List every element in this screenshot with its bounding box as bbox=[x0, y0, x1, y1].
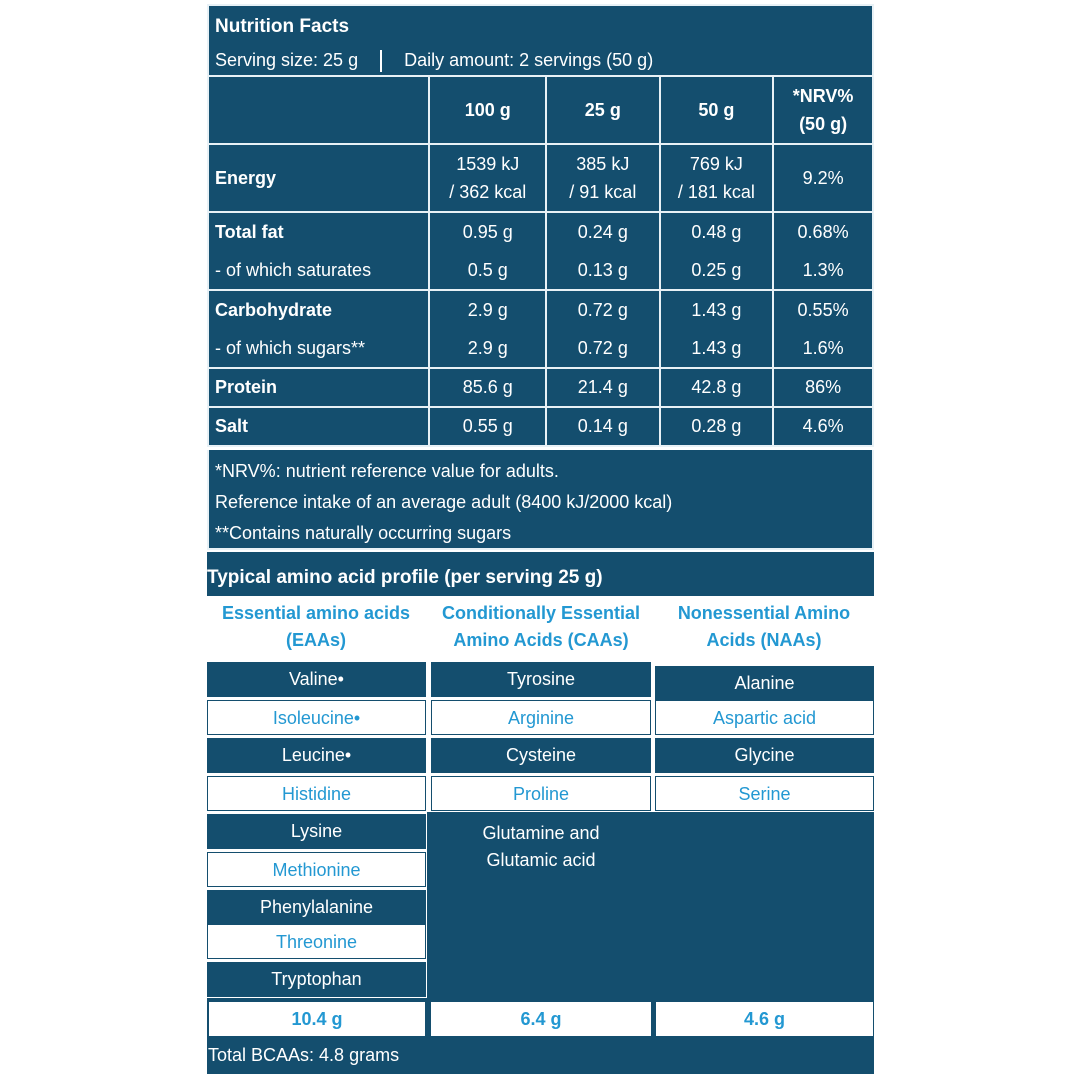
value-50g: 769 kJ / 181 kcal bbox=[660, 144, 774, 212]
list-item: Valine• bbox=[207, 662, 426, 697]
row-label: Energy bbox=[208, 144, 429, 212]
value-nrv: 86% bbox=[773, 368, 873, 407]
value-nrv: 0.68% bbox=[773, 212, 873, 251]
list-item: Proline bbox=[431, 776, 651, 811]
table-header-row bbox=[208, 76, 873, 144]
value-50g: 0.48 g bbox=[660, 212, 774, 251]
total-eaa: 10.4 g bbox=[209, 1002, 425, 1036]
row-label: Carbohydrate bbox=[208, 290, 429, 329]
list-item: Threonine bbox=[207, 924, 426, 959]
value-100g: 2.9 g bbox=[429, 290, 546, 329]
value-100g: 85.6 g bbox=[429, 368, 546, 407]
header-eaa: Essential amino acids (EAAs) bbox=[221, 603, 411, 650]
list-item: Alanine bbox=[655, 666, 874, 701]
serving-size: Serving size: 25 g bbox=[215, 50, 359, 70]
bcaa-total: Total BCAAs: 4.8 grams bbox=[207, 1038, 874, 1074]
row-label: Salt bbox=[208, 407, 429, 446]
footnote-reference: Reference intake of an average adult (8400 kJ/2000 kcal) bbox=[215, 492, 673, 512]
header-naa: Nonessential Amino Acids (NAAs) bbox=[677, 603, 851, 650]
divider bbox=[380, 50, 382, 72]
serving-info bbox=[215, 50, 653, 72]
nutrition-table bbox=[207, 75, 874, 447]
header-label bbox=[208, 76, 429, 144]
list-item: Tyrosine bbox=[431, 662, 651, 697]
value-25g: 0.72 g bbox=[546, 329, 660, 368]
header-caa: Conditionally Essential Amino Acids (CAAs) bbox=[441, 603, 641, 650]
list-item: Cysteine bbox=[431, 738, 651, 773]
footnote-sugars: **Contains naturally occurring sugars bbox=[215, 523, 512, 543]
footnote-nrv: *NRV%: nutrient reference value for adults. bbox=[215, 461, 559, 481]
value-nrv: 1.6% bbox=[773, 329, 873, 368]
value-nrv: 4.6% bbox=[773, 407, 873, 446]
header-100g: 100 g bbox=[429, 76, 546, 144]
list-item: Glutamine and Glutamic acid bbox=[482, 823, 600, 870]
table-row bbox=[208, 290, 873, 329]
header-nrv: *NRV% (50 g) bbox=[773, 76, 873, 144]
list-item: Lysine bbox=[207, 814, 426, 849]
list-item: Leucine• bbox=[207, 738, 426, 773]
amino-title: Typical amino acid profile (per serving 25 g) bbox=[207, 552, 874, 596]
list-item: Phenylalanine bbox=[207, 890, 426, 925]
row-label: Total fat bbox=[208, 212, 429, 251]
value-50g: 0.25 g bbox=[660, 251, 774, 290]
table-row bbox=[208, 212, 873, 251]
value-100g: 1539 kJ / 362 kcal bbox=[429, 144, 546, 212]
nutrition-header bbox=[207, 4, 874, 75]
table-row bbox=[208, 329, 873, 368]
value-100g: 0.95 g bbox=[429, 212, 546, 251]
value-25g: 0.14 g bbox=[546, 407, 660, 446]
list-item: Histidine bbox=[207, 776, 426, 811]
table-row bbox=[208, 368, 873, 407]
total-caa: 6.4 g bbox=[431, 1002, 651, 1036]
value-50g: 0.28 g bbox=[660, 407, 774, 446]
table-row bbox=[208, 251, 873, 290]
value-nrv: 9.2% bbox=[773, 144, 873, 212]
value-100g: 0.55 g bbox=[429, 407, 546, 446]
list-item: Aspartic acid bbox=[655, 700, 874, 735]
row-label: Protein bbox=[208, 368, 429, 407]
value-25g: 0.13 g bbox=[546, 251, 660, 290]
value-25g: 0.72 g bbox=[546, 290, 660, 329]
value-50g: 1.43 g bbox=[660, 329, 774, 368]
list-item: Arginine bbox=[431, 700, 651, 735]
row-label: - of which sugars** bbox=[208, 329, 429, 368]
total-naa: 4.6 g bbox=[656, 1002, 873, 1036]
value-100g: 2.9 g bbox=[429, 329, 546, 368]
value-25g: 0.24 g bbox=[546, 212, 660, 251]
value-25g: 385 kJ / 91 kcal bbox=[546, 144, 660, 212]
nutrition-footnotes bbox=[207, 450, 874, 550]
list-item: Tryptophan bbox=[207, 962, 426, 997]
row-label: - of which saturates bbox=[208, 251, 429, 290]
nutrition-title: Nutrition Facts bbox=[215, 16, 350, 37]
list-item: Glycine bbox=[655, 738, 874, 773]
header-50g: 50 g bbox=[660, 76, 774, 144]
value-25g: 21.4 g bbox=[546, 368, 660, 407]
table-row bbox=[208, 144, 873, 212]
list-item: Methionine bbox=[207, 852, 426, 887]
list-item: Isoleucine• bbox=[207, 700, 426, 735]
value-50g: 42.8 g bbox=[660, 368, 774, 407]
daily-amount: Daily amount: 2 servings (50 g) bbox=[404, 50, 654, 70]
value-100g: 0.5 g bbox=[429, 251, 546, 290]
value-nrv: 1.3% bbox=[773, 251, 873, 290]
value-nrv: 0.55% bbox=[773, 290, 873, 329]
header-25g: 25 g bbox=[546, 76, 660, 144]
list-item: Serine bbox=[655, 776, 874, 811]
value-50g: 1.43 g bbox=[660, 290, 774, 329]
table-row bbox=[208, 407, 873, 446]
